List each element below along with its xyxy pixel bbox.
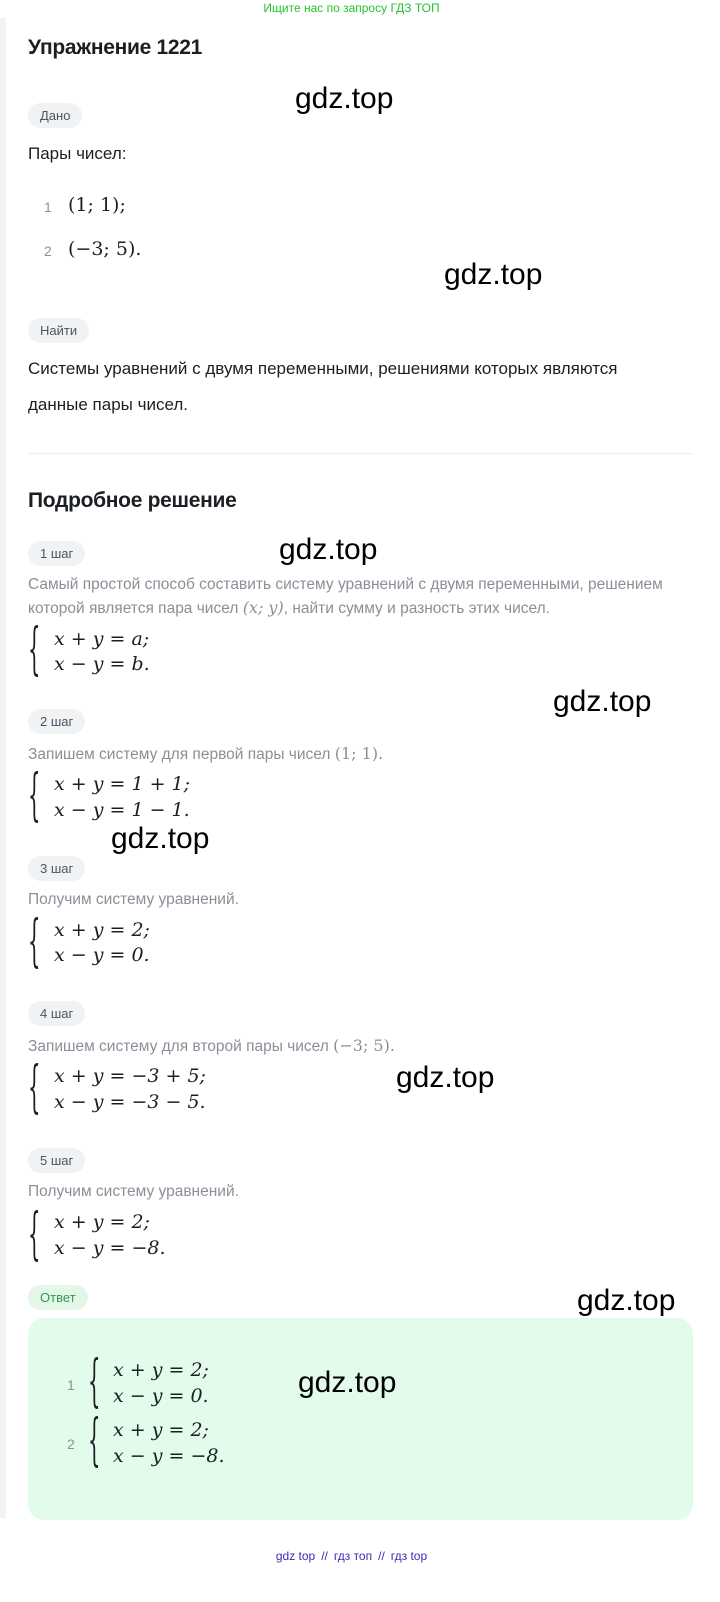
step-chip: 5 шаг [28,1148,85,1173]
step-chip: 4 шаг [28,1001,85,1026]
footer-link[interactable]: гдз top [390,1549,428,1563]
system-equation: x − y = 0. [54,944,150,966]
system-equation: x + y = a; [54,628,150,650]
system-brace: { [28,1054,41,1120]
system-equation: x + y = 1 + 1; [54,773,191,795]
given-text: Пары чисел: [28,144,127,163]
step-text: Запишем систему для первой пары чисел (1; 1). [28,744,384,763]
step-text: Запишем систему для второй пары чисел (−3; 5). [28,1036,395,1055]
step-text: Получим систему уравнений. [28,891,239,908]
footer-separator: // [378,1549,385,1563]
step-text: которой является пара чисел (x; y), найти сумму и разность этих чисел. [28,598,550,617]
watermark: gdz.top [298,1366,397,1399]
system-equation: x − y = −8. [113,1445,225,1467]
find-text-line2: данные пары чисел. [28,395,188,414]
find-text-line1: Системы уравнений с двумя переменными, решениями которых являются [28,359,618,378]
answer-item-num: 2 [67,1436,75,1452]
given-item-num: 2 [44,243,52,259]
step-chip: 2 шаг [28,709,85,734]
system-equation: x + y = 2; [54,1211,150,1233]
given-item-math: (1; 1); [68,194,126,216]
answer-chip: Ответ [28,1285,88,1310]
watermark: gdz.top [553,685,652,718]
system-equation: x + y = 2; [113,1359,209,1381]
system-equation: x − y = −8. [54,1237,166,1259]
solution-title: Подробное решение [28,489,237,512]
top-search-hint: Ищите нас по запросу ГДЗ ТОП [263,1,440,15]
watermark: gdz.top [396,1061,495,1094]
footer-separator: // [321,1549,328,1563]
system-brace: { [88,1348,101,1414]
step-chip: 3 шаг [28,856,85,881]
watermark: gdz.top [279,533,378,566]
given-item-math: (−3; 5). [68,238,142,260]
system-brace: { [28,908,41,974]
watermark: gdz.top [295,82,394,115]
section-divider [28,453,693,454]
system-equation: x + y = 2; [113,1419,209,1441]
system-equation: x − y = b. [54,653,150,675]
system-brace: { [28,1201,41,1267]
step-chip: 1 шаг [28,541,85,566]
footer-link[interactable]: gdz top [275,1549,316,1563]
footer-link[interactable]: гдз топ [333,1549,373,1563]
given-item-num: 1 [44,199,52,215]
step-text: Самый простой способ составить систему уравнений с двумя переменными, решением [28,576,663,593]
system-equation: x − y = −3 − 5. [54,1091,206,1113]
system-equation: x + y = 2; [54,919,150,941]
system-brace: { [88,1407,101,1473]
given-chip: Дано [28,103,82,128]
answer-item-num: 1 [67,1377,75,1393]
system-brace: { [28,762,41,828]
watermark: gdz.top [444,258,543,291]
watermark: gdz.top [577,1284,676,1317]
step-text: Получим систему уравнений. [28,1183,239,1200]
watermark: gdz.top [111,822,210,855]
system-equation: x + y = −3 + 5; [54,1065,206,1087]
system-equation: x − y = 0. [113,1385,209,1407]
footer-links [0,1549,703,1563]
left-border [0,18,6,1518]
page-title: Упражнение 1221 [28,36,203,59]
system-brace: { [28,616,41,682]
find-chip: Найти [28,318,89,343]
system-equation: x − y = 1 − 1. [54,799,190,821]
